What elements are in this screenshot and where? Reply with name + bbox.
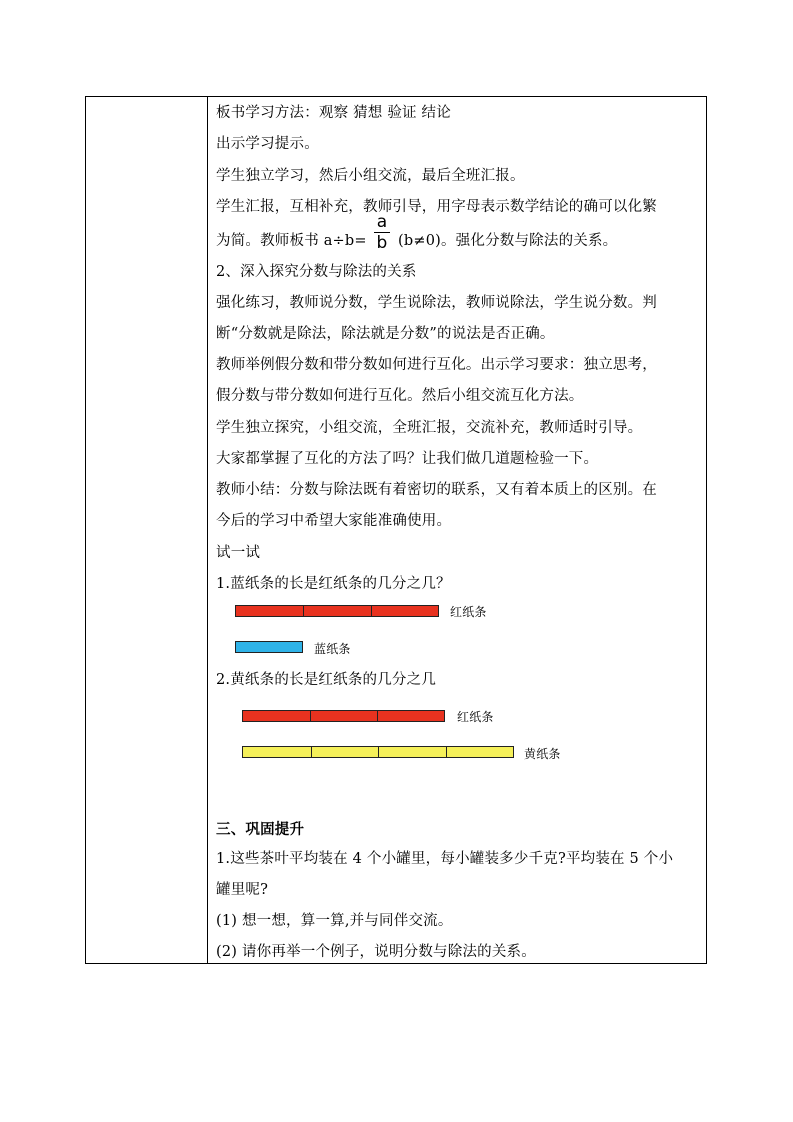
strip-segment-divider — [377, 711, 378, 721]
text-line: 断“分数就是除法，除法就是分数”的说法是否正确。 — [216, 326, 555, 342]
exercise-1-part-2: (2) 请你再举一个例子，说明分数与除法的关系。 — [216, 944, 536, 960]
text-line: 学生独立探究，小组交流，全班汇报，交流补充，教师适时引导。 — [216, 420, 643, 436]
question-1: 1.蓝纸条的长是红纸条的几分之几？ — [216, 576, 451, 592]
strip-segment-divider — [371, 606, 372, 616]
lesson-table — [85, 96, 707, 964]
text-line: 试一试 — [216, 545, 261, 561]
text-line: 学生汇报，互相补充，教师引导，用字母表示数学结论的确可以化繁 — [216, 199, 657, 215]
exercise-1: 1.这些茶叶平均装在 4 个小罐里，每小罐装多少千克?平均装在 5 个小 — [216, 851, 674, 867]
strip-segment-divider — [378, 747, 379, 757]
text-line: 教师举例假分数和带分数如何进行互化。出示学习要求：独立思考， — [216, 357, 657, 373]
strip-segment-divider — [310, 711, 311, 721]
formula-line — [216, 229, 367, 250]
red-strip-label: 红纸条 — [450, 605, 487, 619]
yellow-paper-strip — [242, 746, 514, 758]
table-column-divider — [207, 96, 208, 964]
red-paper-strip — [235, 605, 439, 617]
text-line: 大家都掌握了互化的方法了吗？让我们做几道题检验一下。 — [216, 451, 599, 467]
exercise-1-part-1: (1) 想一想，算一算,并与同伴交流。 — [216, 913, 453, 929]
strip-segment-divider — [303, 606, 304, 616]
exercise-1-cont: 罐里呢? — [216, 882, 269, 898]
yellow-strip-label: 黄纸条 — [524, 747, 561, 761]
fraction-a-over-b — [374, 213, 390, 252]
text-line: 板书学习方法：观察 猜想 验证 结论 — [216, 105, 451, 121]
red-strip-label: 红纸条 — [457, 710, 494, 724]
strip-segment-divider — [446, 747, 447, 757]
text-line: 教师小结：分数与除法既有着密切的联系，又有着本质上的区别。在 — [216, 482, 657, 498]
fraction-denominator: b — [376, 233, 388, 253]
text-line: 强化练习，教师说分数，学生说除法，教师说除法，学生说分数。判 — [216, 295, 657, 311]
text-line: 学生独立学习，然后小组交流，最后全班汇报。 — [216, 168, 525, 184]
formula-prefix: 为简。教师板书 a÷b= — [216, 233, 367, 249]
blue-strip-label: 蓝纸条 — [314, 642, 351, 656]
section-heading-consolidate: 三、巩固提升 — [216, 821, 305, 838]
blue-paper-strip — [235, 641, 303, 653]
fraction-numerator: a — [376, 212, 388, 232]
red-paper-strip — [242, 710, 445, 722]
formula-suffix: (b≠0)。强化分数与除法的关系。 — [398, 233, 618, 249]
question-2: 2.黄纸条的长是红纸条的几分之几 — [216, 672, 437, 688]
text-line: 今后的学习中希望大家能准确使用。 — [216, 513, 452, 529]
section-heading: 2、深入探究分数与除法的关系 — [216, 264, 417, 280]
text-line: 出示学习提示。 — [216, 136, 319, 152]
text-line: 假分数与带分数如何进行互化。然后小组交流互化方法。 — [216, 388, 584, 404]
strip-segment-divider — [311, 747, 312, 757]
